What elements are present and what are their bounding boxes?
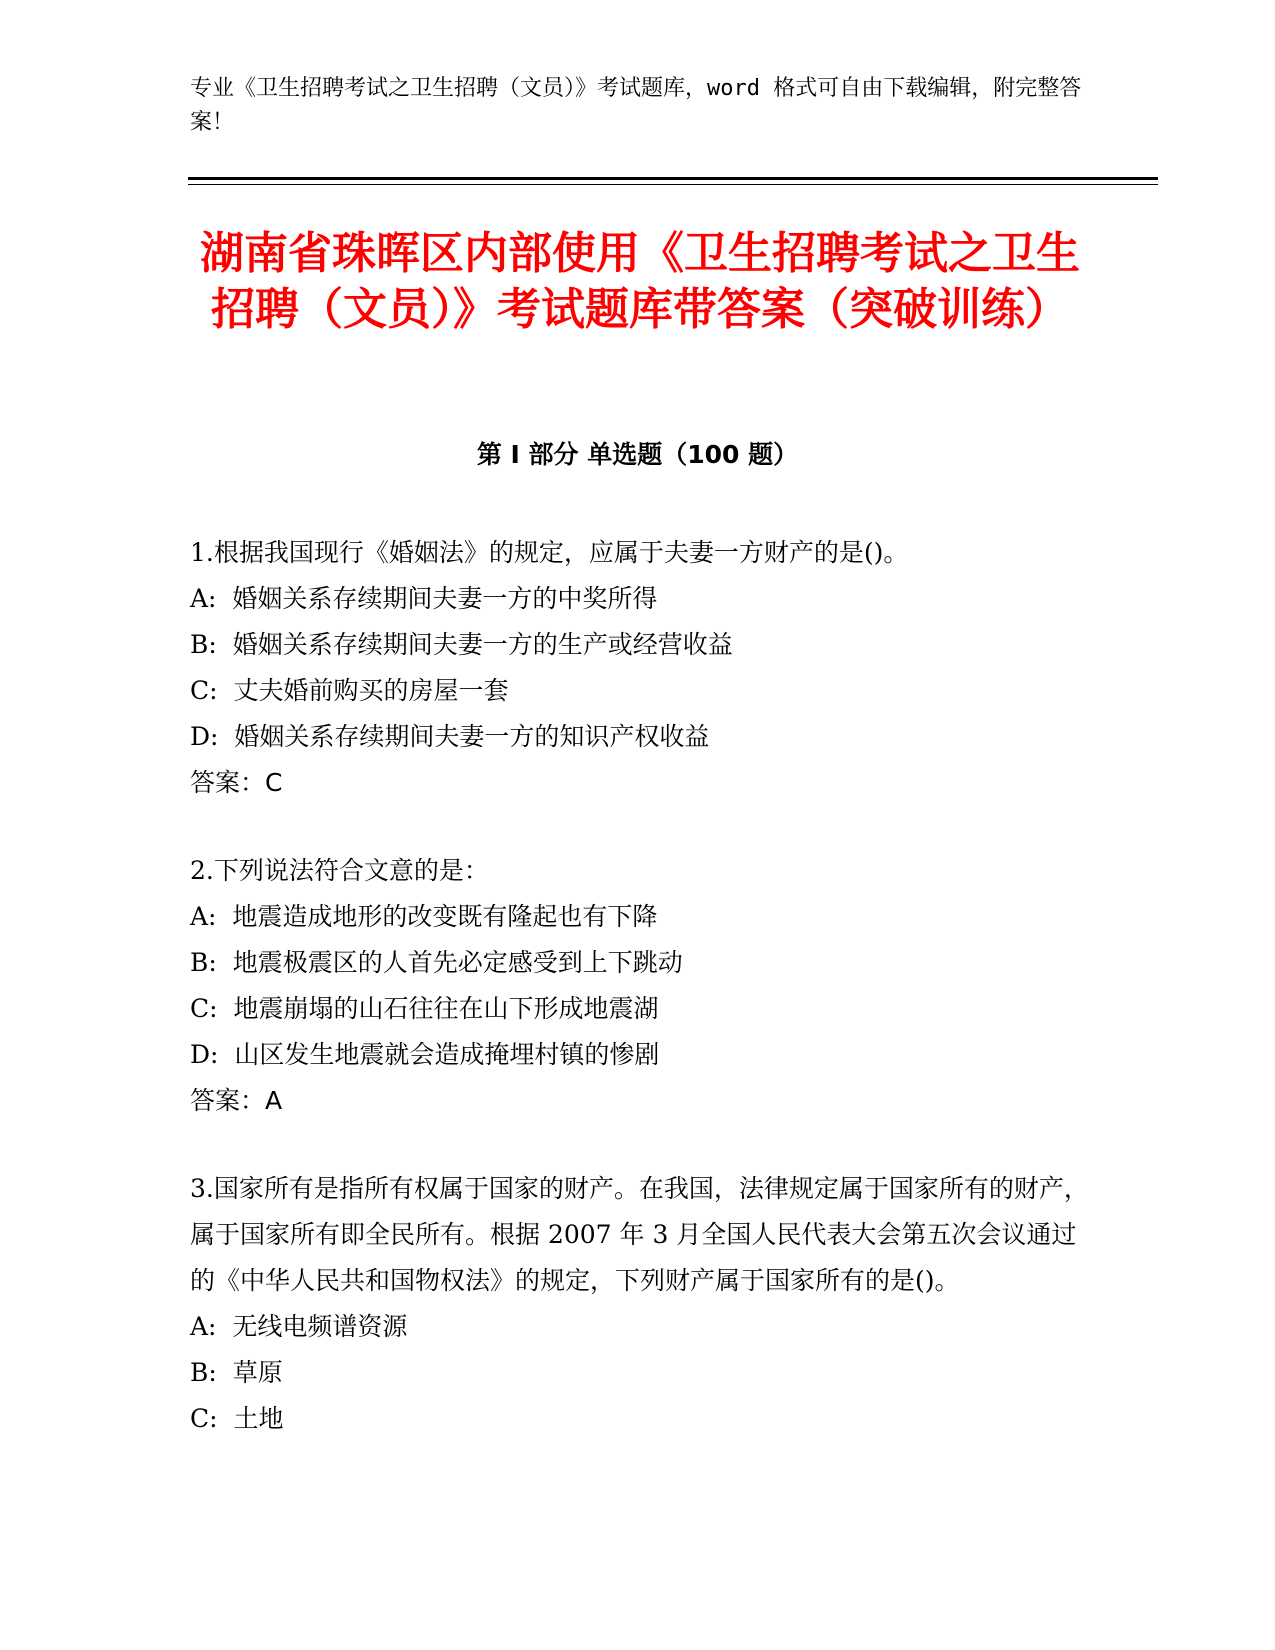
question-list (190, 530, 1090, 1484)
option-a: A: 无线电频谱资源 (190, 1312, 408, 1341)
option-b: B: 婚姻关系存续期间夫妻一方的生产或经营收益 (190, 630, 733, 659)
header-divider-thin (188, 184, 1158, 185)
option-d: D: 山区发生地震就会造成掩埋村镇的惨剧 (190, 1040, 660, 1069)
document-title: 湖南省珠晖区内部使用《卫生招聘考试之卫生招聘（文员）》考试题库带答案（突破训练） (200, 228, 1080, 335)
section-title: 第 I 部分 单选题（100 题） (476, 440, 799, 469)
question-answer: 答案：C (190, 768, 283, 797)
question-3 (190, 1166, 1090, 1442)
option-c: C: 土地 (190, 1404, 284, 1433)
option-a: A: 地震造成地形的改变既有隆起也有下降 (190, 902, 658, 931)
header-note: 专业《卫生招聘考试之卫生招聘（文员）》考试题库，word 格式可自由下载编辑，附完整答案！ (190, 76, 1082, 135)
question-stem: 2.下列说法符合文意的是： (190, 856, 489, 885)
question-stem: 3.国家所有是指所有权属于国家的财产。在我国，法律规定属于国家所有的财产，属于国家所有即全民所有。根据 2007 年 3 月全国人民代表大会第五次会议通过的《中华人民共和国物权法》的规定，下列财产属于国家所有的是()。 (190, 1174, 1089, 1295)
option-b: B: 地震极震区的人首先必定感受到上下跳动 (190, 948, 683, 977)
question-1 (190, 530, 1090, 806)
option-b: B: 草原 (190, 1358, 283, 1387)
option-c: C: 丈夫婚前购买的房屋一套 (190, 676, 509, 705)
question-2 (190, 848, 1090, 1124)
header-divider-thick (188, 177, 1158, 180)
option-c: C: 地震崩塌的山石往往在山下形成地震湖 (190, 994, 659, 1023)
option-a: A: 婚姻关系存续期间夫妻一方的中奖所得 (190, 584, 658, 613)
question-stem: 1.根据我国现行《婚姻法》的规定，应属于夫妻一方财产的是()。 (190, 538, 909, 567)
option-d: D: 婚姻关系存续期间夫妻一方的知识产权收益 (190, 722, 710, 751)
question-answer: 答案：A (190, 1086, 283, 1115)
